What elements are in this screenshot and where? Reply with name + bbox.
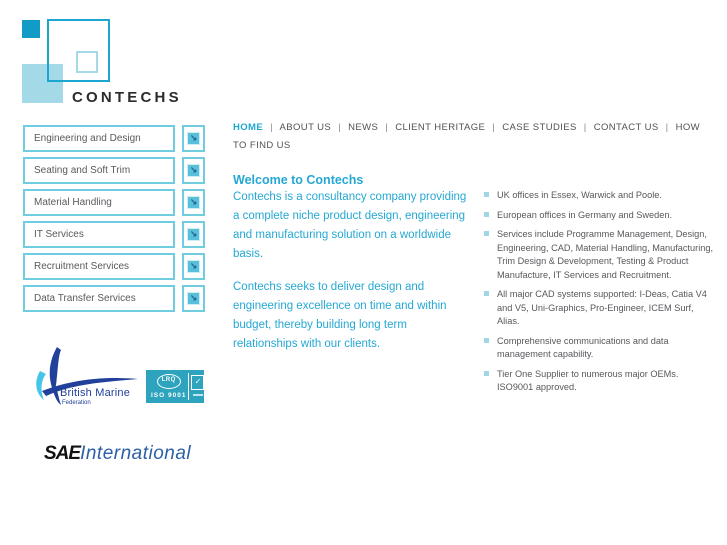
list-item bbox=[484, 228, 716, 282]
sidebar-button-recruitment-services[interactable]: Recruitment Services bbox=[23, 253, 175, 280]
facts-list bbox=[484, 189, 716, 401]
list-item-text: Comprehensive communications and data management capability. bbox=[497, 335, 669, 359]
arrow-down-right-icon: ↘ bbox=[187, 196, 200, 209]
arrow-down-right-icon: ↘ bbox=[187, 132, 200, 145]
nav-separator: | bbox=[665, 122, 669, 133]
square-bullet-icon bbox=[484, 192, 489, 197]
square-bullet-icon bbox=[484, 338, 489, 343]
arrow-down-right-icon: ↘ bbox=[187, 228, 200, 241]
sidebar-arrow-button[interactable] bbox=[182, 157, 205, 184]
arrow-down-right-icon: ↘ bbox=[187, 164, 200, 177]
iso-badge-right bbox=[189, 373, 206, 400]
nav-item-case-studies[interactable]: CASE STUDIES bbox=[502, 122, 577, 133]
list-item-text: All major CAD systems supported: I-Deas, Catia V4 and V5, Uni-Graphics, Pro-Engineer, ICEM Surf, Alias. bbox=[497, 289, 707, 326]
list-item-text: Services include Programme Management, Design, Engineering, CAD, Material Handling, Manufacturing, Trim Design & Development, Testing & Product Manufacture, IT Services and Recruitment. bbox=[497, 229, 714, 280]
sidebar-row-seating-and-soft-trim bbox=[23, 157, 205, 184]
square-bullet-icon bbox=[484, 212, 489, 217]
square-bullet-icon bbox=[484, 231, 489, 236]
list-item bbox=[484, 209, 716, 223]
sidebar bbox=[23, 125, 205, 312]
sae-international-label: International bbox=[80, 443, 192, 464]
intro-paragraph-1: Contechs is a consultancy company providing a complete niche product design, engineering and manufacturing solution on a worldwide basis. bbox=[233, 191, 467, 260]
sidebar-row-material-handling bbox=[23, 189, 205, 216]
page-title: Welcome to Contechs bbox=[233, 173, 364, 188]
sae-wordmark: SAE bbox=[44, 443, 81, 464]
nav-item-contact-us[interactable]: CONTACT US bbox=[593, 122, 659, 133]
nav-separator: | bbox=[338, 122, 342, 133]
arrow-down-right-icon: ↘ bbox=[187, 292, 200, 305]
contechs-logo[interactable] bbox=[0, 0, 210, 110]
list-item bbox=[484, 288, 716, 329]
lrq-oval-icon: LRQ bbox=[157, 374, 181, 389]
intro-paragraphs bbox=[233, 188, 474, 368]
british-marine-sublabel: Federation bbox=[62, 400, 91, 406]
list-item-text: Tier One Supplier to numerous major OEMs. ISO9001 approved. bbox=[497, 368, 679, 392]
logo-wordmark: CONTECHS bbox=[72, 89, 182, 106]
british-marine-label: British Marine bbox=[60, 387, 131, 399]
square-bullet-icon bbox=[484, 291, 489, 296]
intro-paragraph-2: Contechs seeks to deliver design and engineering excellence on time and within budget, thereby building long term relationships with our clients. bbox=[233, 281, 447, 350]
logo-inner-square-icon bbox=[76, 51, 98, 73]
nav-separator: | bbox=[583, 122, 587, 133]
nav-separator: | bbox=[492, 122, 496, 133]
sidebar-button-engineering-and-design[interactable]: Engineering and Design bbox=[23, 125, 175, 152]
iso-badge-smallprint bbox=[193, 394, 203, 396]
sidebar-button-it-services[interactable]: IT Services bbox=[23, 221, 175, 248]
nav-separator: | bbox=[270, 122, 274, 133]
list-item bbox=[484, 335, 716, 362]
logo-solid-square-icon bbox=[22, 20, 40, 38]
sidebar-arrow-button[interactable] bbox=[182, 285, 205, 312]
iso-9001-label: ISO 9001 bbox=[151, 392, 187, 399]
sidebar-arrow-button[interactable] bbox=[182, 125, 205, 152]
square-bullet-icon bbox=[484, 371, 489, 376]
sidebar-row-it-services bbox=[23, 221, 205, 248]
sidebar-row-data-transfer-services bbox=[23, 285, 205, 312]
sidebar-arrow-button[interactable] bbox=[182, 221, 205, 248]
nav-separator: | bbox=[385, 122, 389, 133]
sae-international-logo bbox=[44, 443, 191, 465]
checkmark-icon: ✓ bbox=[191, 375, 204, 390]
list-item-text: UK offices in Essex, Warwick and Poole. bbox=[497, 190, 662, 200]
sidebar-arrow-button[interactable] bbox=[182, 189, 205, 216]
iso-9001-badge bbox=[146, 370, 204, 403]
list-item bbox=[484, 189, 716, 203]
nav-item-client-heritage[interactable]: CLIENT HERITAGE bbox=[395, 122, 486, 133]
list-item-text: European offices in Germany and Sweden. bbox=[497, 209, 673, 220]
top-nav bbox=[233, 119, 701, 154]
iso-badge-left bbox=[149, 373, 189, 400]
british-marine-federation-logo bbox=[28, 344, 143, 406]
sidebar-row-recruitment-services bbox=[23, 253, 205, 280]
nav-item-home[interactable]: HOME bbox=[233, 122, 264, 133]
sidebar-row-engineering-and-design bbox=[23, 125, 205, 152]
sidebar-button-data-transfer-services[interactable]: Data Transfer Services bbox=[23, 285, 175, 312]
nav-item-news[interactable]: NEWS bbox=[348, 122, 379, 133]
sidebar-button-seating-and-soft-trim[interactable]: Seating and Soft Trim bbox=[23, 157, 175, 184]
list-item bbox=[484, 368, 716, 395]
arrow-down-right-icon: ↘ bbox=[187, 260, 200, 273]
sidebar-button-material-handling[interactable]: Material Handling bbox=[23, 189, 175, 216]
nav-item-about-us[interactable]: ABOUT US bbox=[279, 122, 332, 133]
sidebar-arrow-button[interactable] bbox=[182, 253, 205, 280]
nav-item-how-to-find-us[interactable]: HOW TO FIND US bbox=[233, 122, 700, 151]
